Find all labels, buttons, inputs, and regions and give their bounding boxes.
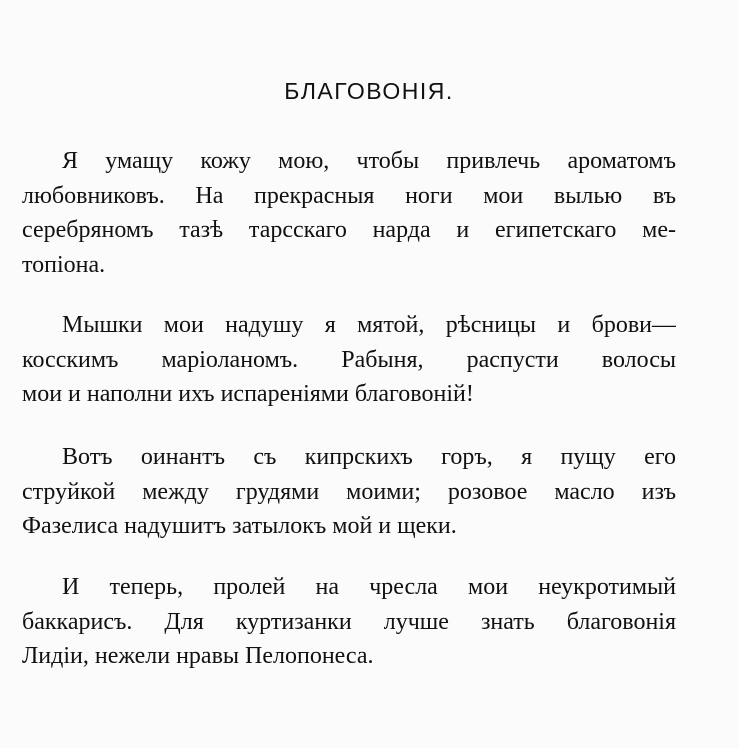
- text-line: баккарисъ. Для куртизанки лучше знать благовонія: [22, 608, 676, 635]
- text-line: косскимъ маріоланомъ. Рабыня, распусти волосы: [22, 346, 676, 373]
- text-line: Мышки мои надушу я мятой, рѣсницы и брови—: [62, 312, 676, 338]
- text-line: любовниковъ. На прекрасныя ноги мои вылью въ: [22, 182, 676, 209]
- paragraph-1: [22, 144, 676, 282]
- text-line: Лидіи, нежели нравы Пелопонеса.: [22, 643, 374, 669]
- text-line: Вотъ оинантъ съ кипрскихъ горъ, я пущу его: [62, 444, 676, 470]
- text-line: мои и наполни ихъ испареніями благовоній!: [22, 381, 474, 407]
- paragraph-3: [22, 440, 676, 544]
- text-line: струйкой между грудями моими; розовое масло изъ: [22, 478, 676, 505]
- text-line: И теперь, пролей на чресла мои неукротимый: [62, 574, 676, 600]
- text-line: топіона.: [22, 251, 106, 278]
- paragraph-2: [22, 308, 676, 412]
- text-line: серебряномъ тазѣ тарсскаго нарда и египетскаго ме-: [22, 217, 676, 243]
- text-line: Я умащу кожу мою, чтобы привлечь ароматомъ: [62, 148, 676, 174]
- page-title: БЛАГОВОНІЯ.: [284, 78, 454, 104]
- paragraph-4: [22, 570, 676, 674]
- text-line: Фазелиса надушитъ затылокъ мой и щеки.: [22, 513, 457, 539]
